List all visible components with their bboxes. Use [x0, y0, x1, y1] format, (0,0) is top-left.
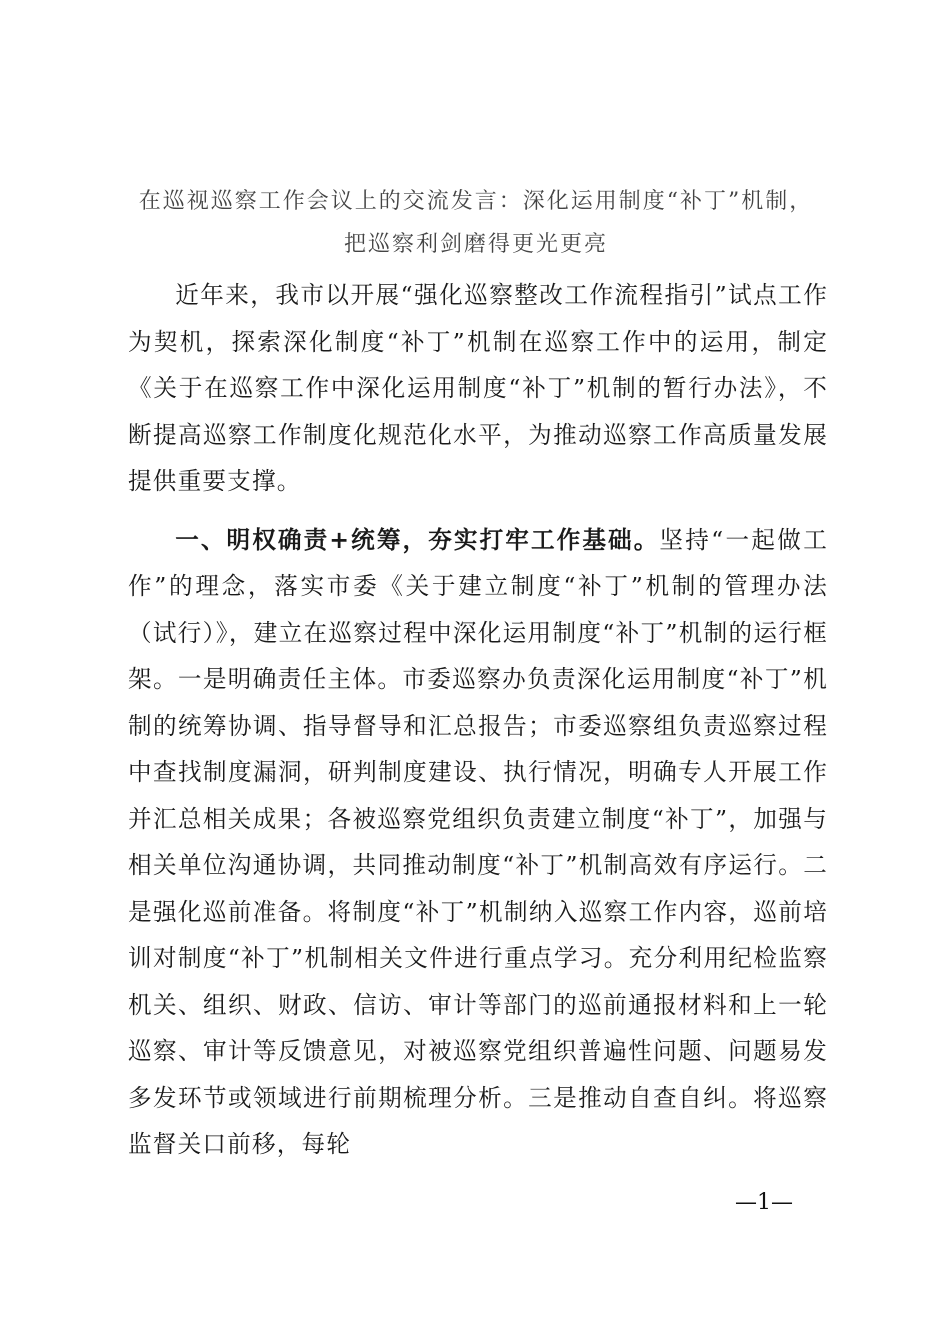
section-1-heading: 一、明权确责+统筹，夯实打牢工作基础。 [175, 525, 660, 554]
section-1-body: 坚持“一起做工作”的理念，落实市委《关于建立制度“补丁”机制的管理办法（试行）》，建立在巡察过程中深化运用制度“补丁”机制的运行框架。一是明确责任主体。市委巡察办负责深化运用制度“补丁”机制的统筹协调、指导督导和汇总报告；市委巡察组负责巡察过程中查找制度漏洞，研判制度建设、执行情况，明确专人开展工作并汇总相关成果；各被巡察党组织负责建立制度“补丁”，加强与相关单位沟通协调，共同推动制度“补丁”机制高效有序运行。二是强化巡前准备。将制度“补丁”机制纳入巡察工作内容，巡前培训对制度“补丁”机制相关文件进行重点学习。充分利用纪检监察机关、组织、财政、信访、审计等部门的巡前通报材料和上一轮巡察、审计等反馈意见，对被巡察党组织普遍性问题、问题易发多发环节或领域进行前期梳理分析。三是推动自查自纠。将巡察监督关口前移，每轮 [128, 525, 828, 1158]
intro-paragraph: 近年来，我市以开展“强化巡察整改工作流程指引”试点工作为契机，探索深化制度“补丁”机制在巡察工作中的运用，制定《关于在巡察工作中深化运用制度“补丁”机制的暂行办法》，不断提高巡察工作制度化规范化水平，为推动巡察工作高质量发展提供重要支撑。 [128, 281, 828, 495]
document-body [128, 272, 828, 1168]
section-1-paragraph [128, 517, 828, 1168]
page-number: —1— [735, 1190, 793, 1215]
document-title: 在巡视巡察工作会议上的交流发言：深化运用制度“补丁”机制，把巡察利剑磨得更光更亮 [138, 189, 814, 257]
